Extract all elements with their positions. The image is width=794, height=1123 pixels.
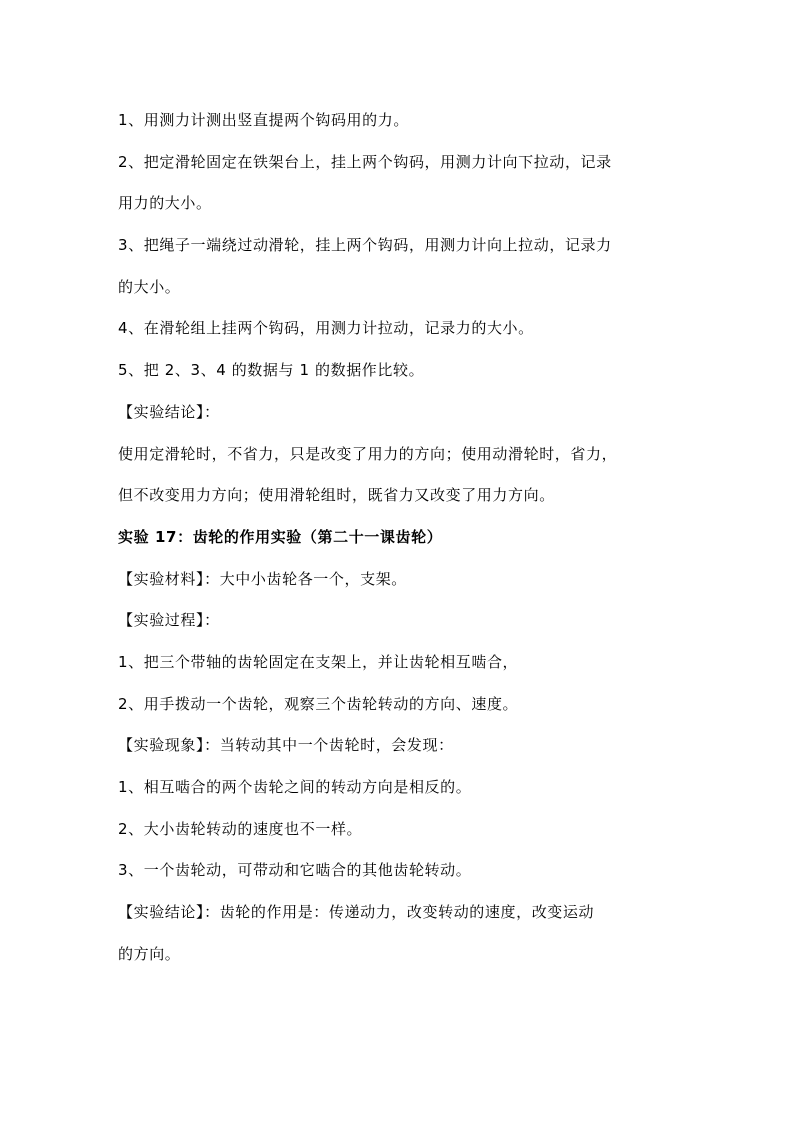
text-line: 2、用手拨动一个齿轮，观察三个齿轮转动的方向、速度。 <box>118 694 519 713</box>
text-line: 但不改变用力方向；使用滑轮组时，既省力又改变了用力方向。 <box>118 486 555 505</box>
text-line: 1、用测力计测出竖直提两个钩码用的力。 <box>118 111 409 129</box>
section-label: 【实验结论】： <box>118 402 220 421</box>
section-label: 【实验过程】： <box>118 611 220 630</box>
section-label: 【实验材料】：大中小齿轮各一个，支架。 <box>118 569 407 588</box>
text-line: 3、一个齿轮动，可带动和它啮合的其他齿轮转动。 <box>118 861 472 880</box>
text-line: 1、把三个带轴的齿轮固定在支架上，并让齿轮相互啮合， <box>118 652 519 671</box>
text-line: 使用定滑轮时，不省力，只是改变了用力的方向；使用动滑轮时，省力， <box>118 444 618 463</box>
section-label: 【实验结论】：齿轮的作用是：传递动力，改变转动的速度，改变运动 <box>118 903 595 922</box>
document-body <box>118 100 683 975</box>
text-line: 3、把绳子一端绕过动滑轮，挂上两个钩码，用测力计向上拉动，记录力 <box>118 236 612 255</box>
section-label: 【实验现象】：当转动其中一个齿轮时，会发现： <box>118 736 454 755</box>
text-line: 5、把 2、3、4 的数据与 1 的数据作比较。 <box>118 361 425 380</box>
experiment-heading: 实验 17：齿轮的作用实验（第二十一课齿轮） <box>118 527 443 546</box>
text-line: 4、在滑轮组上挂两个钩码，用测力计拉动，记录力的大小。 <box>118 319 534 338</box>
text-line: 的方向。 <box>118 944 181 963</box>
text-line: 2、把定滑轮固定在铁架台上，挂上两个钩码，用测力计向下拉动，记录 <box>118 152 612 171</box>
text-line: 2、大小齿轮转动的速度也不一样。 <box>118 819 363 838</box>
text-line: 1、相互啮合的两个齿轮之间的转动方向是相反的。 <box>118 778 472 796</box>
text-line: 用力的大小。 <box>118 194 212 213</box>
text-line: 的大小。 <box>118 277 181 296</box>
